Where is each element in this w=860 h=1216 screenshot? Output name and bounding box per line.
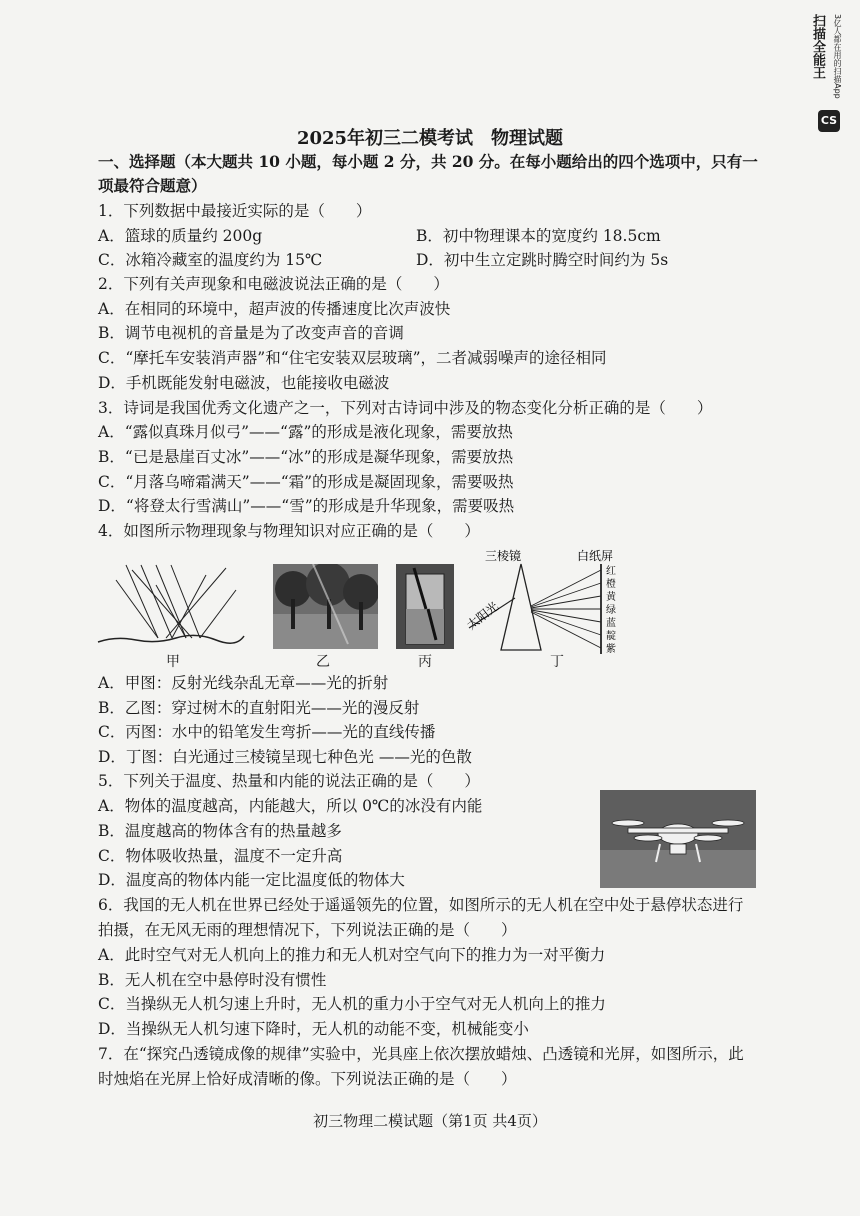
- figure-yi-label: 乙: [316, 654, 330, 670]
- scanner-tagline: 3亿人都在用的扫描App: [833, 14, 842, 99]
- q2-option-b: B．调节电视机的音量是为了改变声音的音调: [98, 324, 404, 342]
- color-blue: 蓝: [606, 618, 616, 629]
- page-title: 2025年初三二模考试 物理试题: [296, 128, 564, 149]
- q7-stem-line2: 时烛焰在光屏上恰好成清晰的像。下列说法正确的是（ ）: [98, 1070, 517, 1088]
- q3-stem: 3．诗词是我国优秀文化遗产之一，下列对古诗词中涉及的物态变化分析正确的是（ ）: [98, 399, 713, 417]
- figure-jia-label: 甲: [166, 654, 180, 670]
- q6-option-a: A．此时空气对无人机向上的推力和无人机对空气向下的推力为一对平衡力: [98, 946, 606, 964]
- q2-stem: 2．下列有关声现象和电磁波说法正确的是（ ）: [98, 275, 449, 293]
- prism-label: 三棱镜: [485, 549, 522, 563]
- figure-bing-pencil-photo: [396, 564, 454, 649]
- q5-option-c: C．物体吸收热量，温度不一定升高: [98, 847, 343, 865]
- q1-option-a: A．篮球的质量约 200g: [98, 227, 263, 245]
- q4-option-a: A．甲图：反射光线杂乱无章——光的折射: [98, 674, 389, 692]
- q2-option-a: A．在相同的环境中，超声波的传播速度比次声波快: [98, 300, 451, 318]
- q3-option-b: B．“已是悬崖百丈冰”——“冰”的形成是凝华现象，需要放热: [98, 448, 514, 466]
- color-red: 红: [606, 566, 616, 577]
- screen-label: 白纸屏: [577, 549, 614, 563]
- q6-stem-line2: 拍摄，在无风无雨的理想情况下，下列说法正确的是（ ）: [98, 921, 517, 939]
- section-heading: 一、选择题（本大题共 10 小题，每小题 2 分，共 20 分。在每小题给出的四个选项中，只有一: [98, 152, 758, 171]
- q3-option-d: D．“将登太行雪满山”——“雪”的形成是升华现象，需要吸热: [98, 497, 515, 515]
- q4-option-b: B．乙图：穿过树木的直射阳光——光的漫反射: [98, 699, 420, 717]
- sunlight-label: 太阳光: [464, 599, 502, 633]
- q4-option-c: C．丙图：水中的铅笔发生弯折——光的直线传播: [98, 723, 436, 741]
- q1-option-d: D．初中生立定跳时腾空时间约为 5s: [416, 251, 669, 269]
- q2-option-d: D．手机既能发射电磁波，也能接收电磁波: [98, 374, 390, 392]
- color-violet: 紫: [606, 644, 616, 655]
- q2-option-c: C．“摩托车安装消声器”和“住宅安装双层玻璃”，二者减弱噪声的途径相同: [98, 349, 607, 367]
- q1-option-b: B．初中物理课本的宽度约 18.5cm: [416, 227, 661, 245]
- page-footer: 初三物理二模试题（第1页 共4页）: [313, 1112, 547, 1130]
- q7-stem-line1: 7．在“探究凸透镜成像的规律”实验中，光具座上依次摆放蜡烛、凸透镜和光屏，如图所示，此: [98, 1045, 744, 1063]
- q1-option-c: C．冰箱冷藏室的温度约为 15℃: [98, 251, 323, 269]
- q6-option-b: B．无人机在空中悬停时没有惯性: [98, 971, 327, 989]
- figure-ding-prism-diagram: [463, 546, 643, 666]
- scanner-logo-icon: CS: [818, 110, 840, 132]
- q4-option-d: D．丁图：白光通过三棱镜呈现七种色光 ——光的色散: [98, 748, 472, 766]
- figure-yi-trees-photo: [273, 564, 378, 649]
- q5-option-d: D．温度高的物体内能一定比温度低的物体大: [98, 871, 405, 889]
- q5-option-b: B．温度越高的物体含有的热量越多: [98, 822, 342, 840]
- q5-stem: 5．下列关于温度、热量和内能的说法正确的是（ ）: [98, 772, 480, 790]
- q3-option-a: A．“露似真珠月似弓”——“露”的形成是液化现象，需要放热: [98, 423, 513, 441]
- scanner-name: 扫描全能王: [810, 14, 825, 79]
- q4-stem: 4．如图所示物理现象与物理知识对应正确的是（ ）: [98, 522, 480, 540]
- q1-stem: 1．下列数据中最接近实际的是（ ）: [98, 202, 372, 220]
- q3-option-c: C．“月落乌啼霜满天”——“霜”的形成是凝固现象，需要吸热: [98, 473, 514, 491]
- drone-photo: [600, 790, 756, 888]
- color-indigo: 靛: [606, 631, 616, 642]
- figure-ding-label: 丁: [550, 654, 564, 670]
- figure-bing-label: 丙: [418, 654, 432, 670]
- color-yellow: 黄: [606, 592, 616, 603]
- q6-stem-line1: 6．我国的无人机在世界已经处于遥遥领先的位置，如图所示的无人机在空中处于悬停状态进行: [98, 896, 744, 914]
- color-green: 绿: [606, 605, 616, 616]
- q6-option-d: D．当操纵无人机匀速下降时，无人机的动能不变，机械能变小: [98, 1020, 529, 1038]
- color-orange: 橙: [606, 579, 616, 590]
- figure-jia-diffuse-reflection: [96, 560, 246, 650]
- q6-option-c: C．当操纵无人机匀速上升时，无人机的重力小于空气对无人机向上的推力: [98, 995, 606, 1013]
- q5-option-a: A．物体的温度越高，内能越大，所以 0℃的冰没有内能: [98, 797, 483, 815]
- section-heading-cont: 项最符合题意）: [98, 176, 207, 195]
- scanner-watermark: [808, 14, 852, 134]
